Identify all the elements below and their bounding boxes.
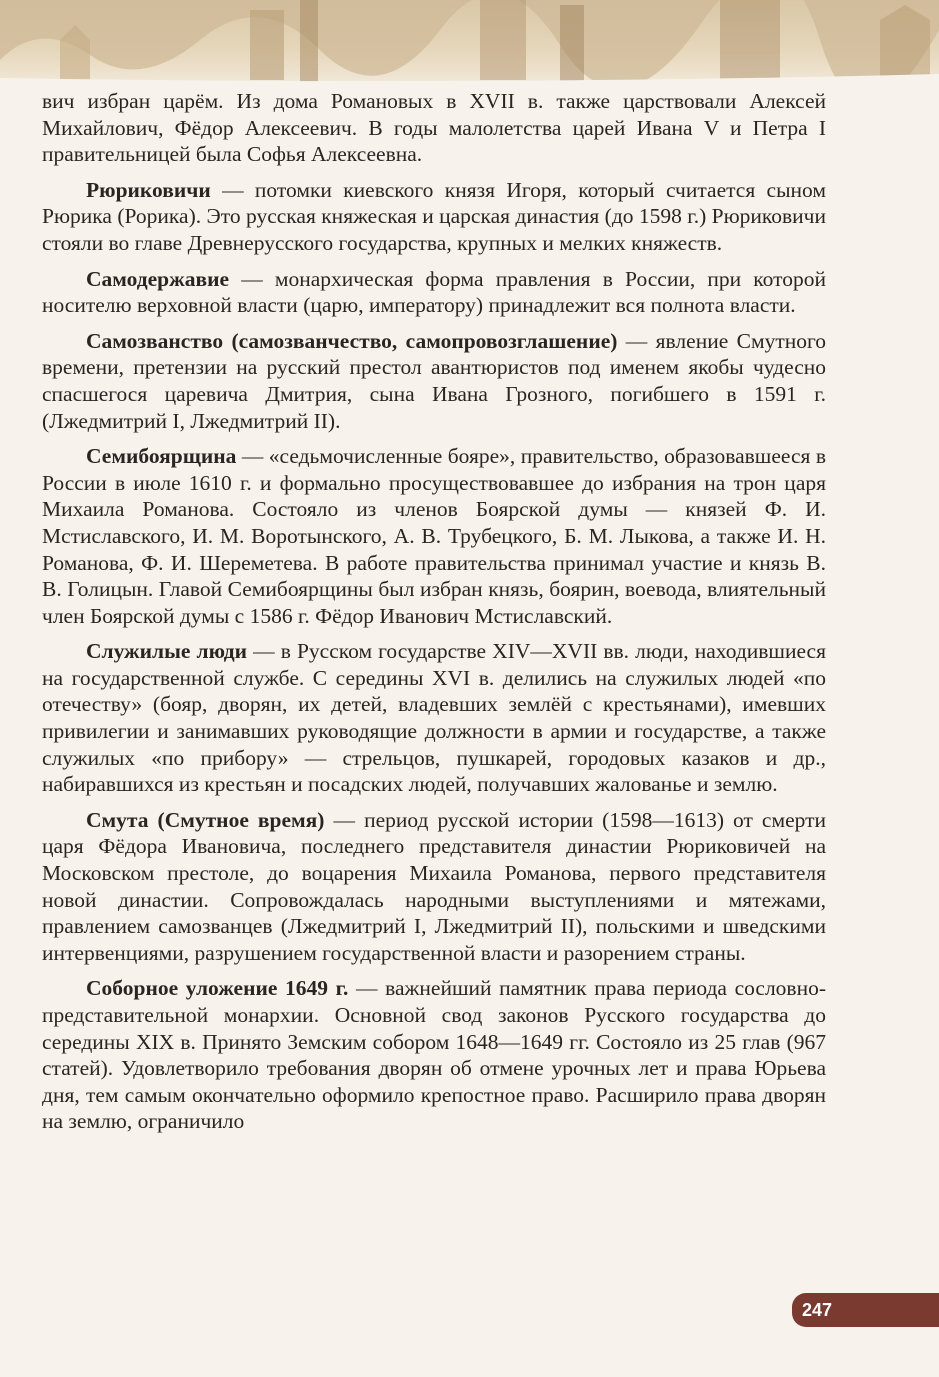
- glossary-definition: — в Русском государстве XIV—XVII вв. люди, находившиеся на государственной службе. С середины XVI в. делились на служилых людей «по отечеству» (бояр, дворян, их детей, владевших землёй с крестьянами), имевших привилегии и занимавших руководящие должности в армии и государстве, а также служилых «по прибору» — стрельцов, пушкарей, городовых казаков и др., набиравшихся из крестьян и посадских людей, получавших жалованье и землю.: [42, 639, 826, 797]
- glossary-definition: — период русской истории (1598—1613) от смерти царя Фёдора Ивановича, последнего представителя династии Рюриковичей на Московском престоле, до воцарения Михаила Романова, первого представителя новой династии. Сопровождалась народными выступлениями и мятежами, правлением самозванцев (Лжедмитрий I, Лжедмитрий II), польскими и шведскими интервенциями, разрушением государственной власти и разорением страны.: [42, 807, 826, 965]
- glossary-entry-semiboyarshchina: [42, 443, 826, 629]
- glossary-entry-smuta: [42, 807, 826, 967]
- glossary-term: Самозванство (самозванчество, самопровозглашение): [86, 328, 618, 353]
- glossary-definition: — «седьмочисленные бояре», правительство, образовавшееся в России в июле 1610 г. и формально просуществовавшее до избрания на трон царя Михаила Романова. Состояло из членов Боярской думы — князей Ф. И. Мстиславского, И. М. Воротынского, А. В. Трубецкого, Б. М. Лыкова, а также И. Н. Романова, Ф. И. Шереметева. В работе правительства принимал участие и князь В. В. Голицын. Главой Семибоярщины был избран князь, боярин, воевода, влиятельный член Боярской думы с 1586 г. Фёдор Иванович Мстиславский.: [42, 444, 826, 628]
- glossary-term: Смута (Смутное время): [86, 807, 325, 832]
- glossary-term: Рюриковичи: [86, 177, 211, 202]
- glossary-term: Соборное уложение 1649 г.: [86, 976, 349, 1001]
- glossary-entry-ryurikovichi: [42, 177, 826, 257]
- glossary-definition: — потомки киевского князя Игоря, который считается сыном Рюрика (Рорика). Это русская княжеская и царская династия (до 1598 г.) Рюриковичи стояли во главе Древнерусского государства, крупных и мелких княжеств.: [42, 177, 826, 255]
- decorative-header-illustration: [0, 0, 939, 92]
- page-number-tab: [792, 1293, 939, 1327]
- glossary-definition: — монархическая форма правления в России, при которой носителю верховной власти (царю, императору) принадлежит вся полнота власти.: [42, 266, 826, 318]
- glossary-definition: — явление Смутного времени, претензии на русский престол авантюристов под именем якобы чудесно спасшегося царевича Дмитрия, сына Ивана Грозного, погибшего в 1591 г. (Лжедмитрий I, Лжедмитрий II).: [42, 328, 827, 433]
- paragraph-text: вич избран царём. Из дома Романовых в XVII в. также царствовали Алексей Михайлович, Фёдор Алексеевич. В годы малолетства царей Ивана V и Петра I правительницей была Софья Алексеевна.: [42, 89, 826, 167]
- glossary-entry-sluzhilye-lyudi: [42, 638, 826, 798]
- glossary-term: Семибоярщина: [86, 444, 237, 469]
- header-ornament-icon: [0, 0, 939, 92]
- glossary-entry-samozvanstvo: [42, 328, 826, 434]
- glossary-text: [42, 88, 826, 1144]
- glossary-entry-sobornoe-ulozhenie: [42, 975, 826, 1135]
- glossary-definition: — важнейший памятник права периода сословно-представительной монархии. Основной свод законов Русского государства до середины XIX в. Принято Земским собором 1648—1649 гг. Состояло из 25 глав (967 статей). Удовлетворило требования дворян об отмене урочных лет и права Юрьева дня, тем самым окончательно оформило крепостное право. Расширило права дворян на землю, ограничило: [42, 976, 826, 1134]
- glossary-entry-samoderzhavie: [42, 266, 826, 319]
- glossary-term: Самодержавие: [86, 266, 230, 291]
- page-number: 247: [801, 1300, 833, 1320]
- glossary-term: Служилые люди: [86, 639, 248, 664]
- paragraph-continuation: [42, 88, 826, 168]
